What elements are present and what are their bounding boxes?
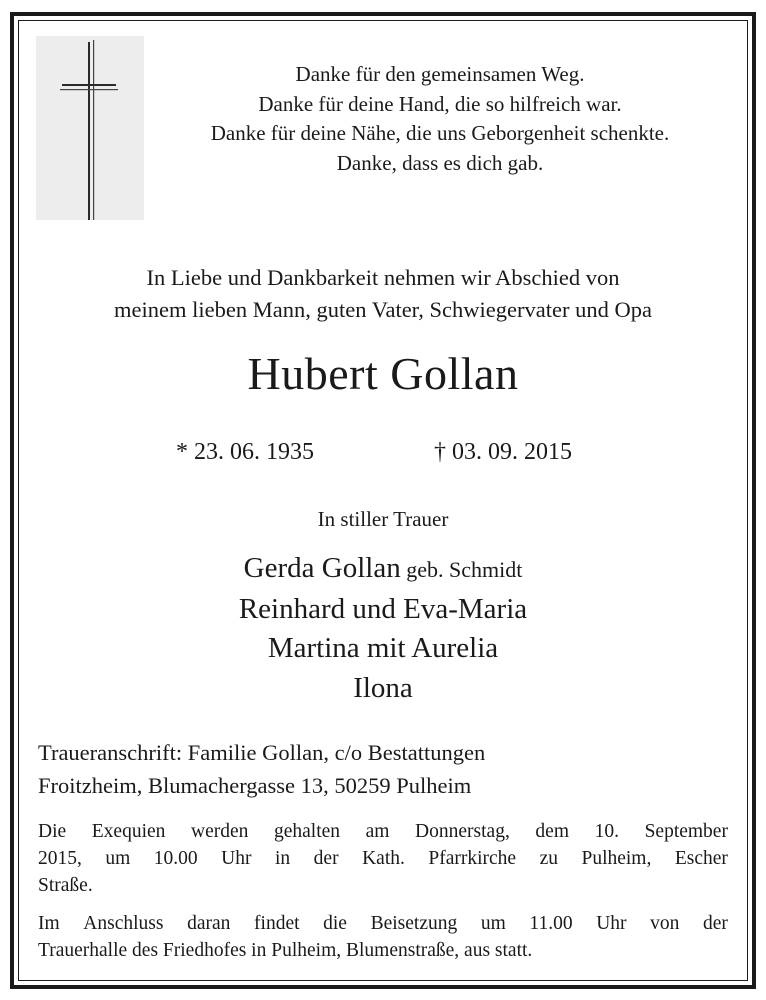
deceased-name: Hubert Gollan	[247, 348, 519, 399]
word: 10.	[594, 821, 619, 842]
address-line: Traueranschrift: Familie Gollan, c/o Bestattungen	[38, 740, 486, 765]
intro-text	[0, 262, 766, 326]
word: Donnerstag,	[415, 821, 510, 842]
poem-line: Danke für den gemeinsamen Weg.	[295, 62, 585, 86]
mourner-name: Ilona	[353, 671, 413, 704]
word: zu	[539, 848, 558, 869]
word: Pfarrkirche	[428, 848, 517, 869]
word: findet	[254, 913, 300, 934]
poem-line: Danke für deine Nähe, die uns Geborgenheit schenkte.	[210, 121, 670, 145]
mourner-name: Gerda Gollan	[243, 552, 401, 584]
burial-line: Trauerhalle des Friedhofes in Pulheim, Blumenstraße, aus statt.	[38, 940, 533, 961]
word: werden	[190, 821, 249, 842]
burial-note	[38, 910, 728, 964]
address-line: Froitzheim, Blumachergasse 13, 50259 Pulheim	[38, 773, 472, 798]
cross-icon	[36, 36, 144, 220]
exequies-note	[38, 818, 728, 899]
word: Die	[38, 821, 67, 842]
word: um	[480, 913, 506, 934]
word: Im	[38, 913, 60, 934]
word: Anschluss	[83, 913, 164, 934]
word: Pulheim,	[581, 848, 652, 869]
word: Beisetzung	[370, 913, 458, 934]
word: von	[650, 913, 680, 934]
mourner-line	[0, 590, 766, 630]
word: dem	[535, 821, 569, 842]
word: am	[365, 821, 390, 842]
exequies-line	[38, 818, 728, 845]
mourning-label: In stiller Trauer	[317, 507, 449, 531]
burial-line	[38, 910, 728, 937]
mourner-line	[0, 629, 766, 669]
poem-line: Danke, dass es dich gab.	[336, 150, 544, 175]
word: Uhr	[596, 913, 627, 934]
word: der	[313, 848, 339, 869]
poem	[150, 60, 730, 178]
mourner-name: Reinhard und Eva-Maria	[238, 592, 528, 625]
word: in	[275, 848, 291, 869]
mourner-line	[0, 549, 766, 590]
word: Kath.	[362, 848, 405, 869]
death-date: † 03. 09. 2015	[434, 439, 572, 465]
mourning-address	[38, 736, 738, 802]
mourner-name: Martina mit Aurelia	[267, 632, 499, 664]
word: 11.00	[529, 913, 573, 934]
word: um	[105, 848, 131, 869]
word: September	[644, 821, 728, 842]
birth-date: * 23. 06. 1935	[176, 439, 314, 465]
word: gehalten	[273, 821, 341, 842]
mourner-suffix: geb. Schmidt	[400, 557, 523, 582]
intro-line: meinem lieben Mann, guten Vater, Schwiegervater und Opa	[114, 297, 652, 322]
word: Escher	[674, 848, 728, 869]
mourners-list	[0, 549, 766, 708]
word: 2015,	[38, 848, 82, 869]
word: die	[323, 913, 347, 934]
word: daran	[187, 913, 231, 934]
cross-image	[36, 36, 144, 220]
mourner-line	[0, 669, 766, 709]
intro-line: In Liebe und Dankbarkeit nehmen wir Abschied von	[146, 265, 620, 290]
word: 10.00	[153, 848, 198, 869]
exequies-line: Straße.	[38, 875, 93, 896]
poem-line: Danke für deine Hand, die so hilfreich war.	[258, 91, 622, 116]
word: der	[703, 913, 728, 934]
word: Uhr	[221, 848, 252, 869]
word: Exequien	[91, 821, 166, 842]
exequies-line	[38, 845, 728, 872]
